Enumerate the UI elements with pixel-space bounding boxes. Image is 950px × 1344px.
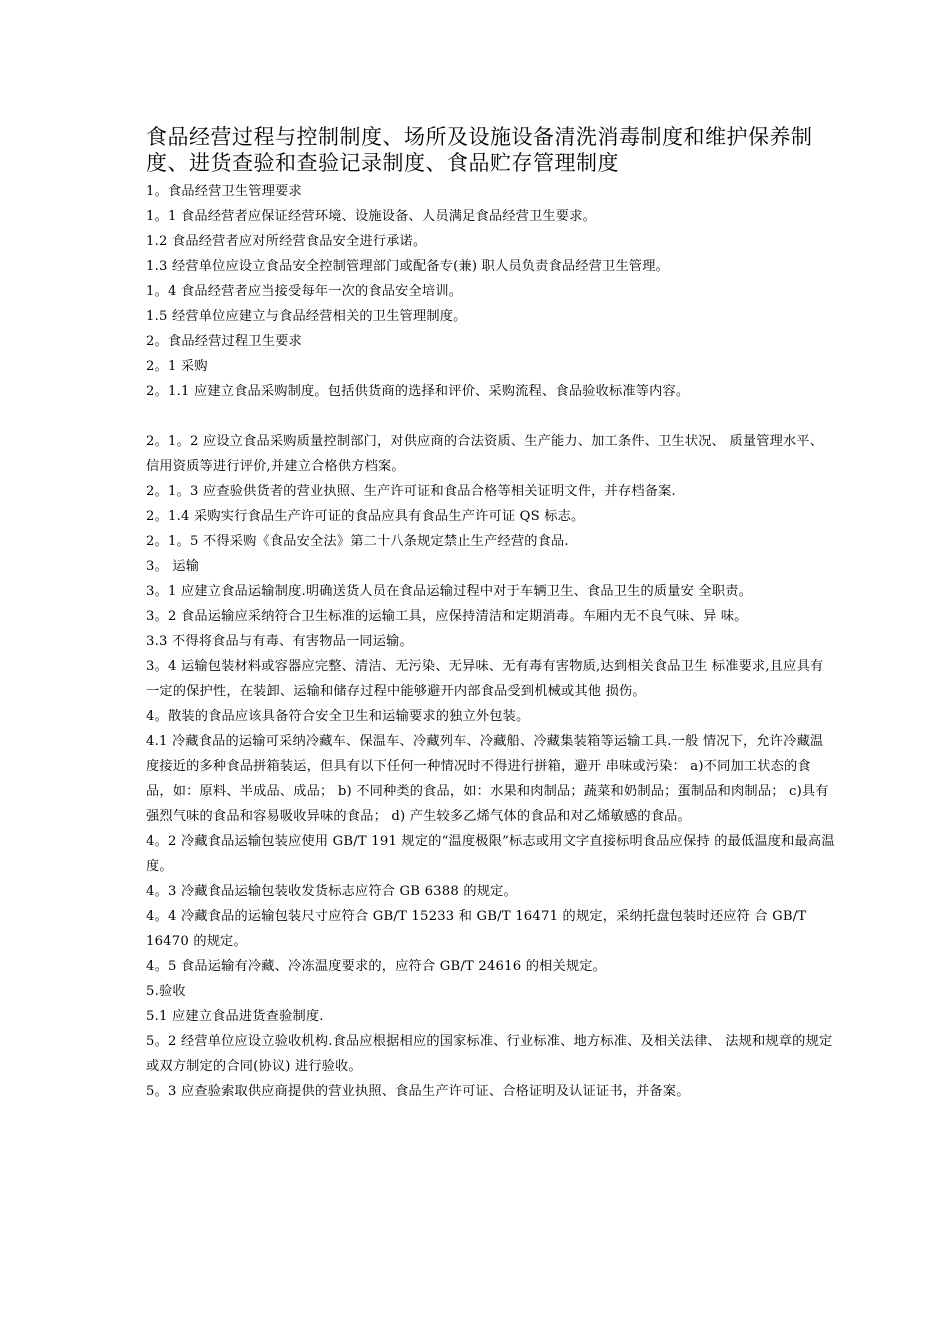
- document-title: 食品经营过程与控制制度、场所及设施设备清洗消毒制度和维护保养制度、进货查验和查验记录制度、食品贮存管理制度: [146, 125, 813, 175]
- paragraph: 2。1。5 不得采购《食品安全法》第二十八条规定禁止生产经营的食品.: [146, 534, 569, 549]
- paragraph: 2。1.4 采购实行食品生产许可证的食品应具有食品生产许可证 QS 标志。: [146, 509, 585, 524]
- paragraph: 3。1 应建立食品运输制度.明确送货人员在食品运输过程中对于车辆卫生、食品卫生的质量安 全职责。: [146, 584, 753, 599]
- paragraph: 5。3 应查验索取供应商提供的营业执照、食品生产许可证、合格证明及认证证书，并备案。: [146, 1084, 690, 1099]
- paragraph: 3。4 运输包装材料或容器应完整、清洁、无污染、无异味、无有毒有害物质,达到相关食品卫生 标准要求,且应具有一定的保护性，在装卸、运输和储存过程中能够避开内部食品受到机械或其他 损伤。: [146, 659, 824, 699]
- paragraph: 2。食品经营过程卫生要求: [146, 334, 302, 349]
- paragraph: 2。1。3 应查验供货者的营业执照、生产许可证和食品合格等相关证明文件，并存档备案.: [146, 484, 676, 499]
- paragraph: 4。5 食品运输有冷藏、冷冻温度要求的，应符合 GB/T 24616 的相关规定。: [146, 959, 607, 974]
- paragraph: 3。 运输: [146, 559, 200, 574]
- paragraph: 4。3 冷藏食品运输包装收发货标志应符合 GB 6388 的规定。: [146, 884, 517, 899]
- document-body: [146, 179, 836, 1104]
- paragraph: 1.5 经营单位应建立与食品经营相关的卫生管理制度。: [146, 309, 467, 324]
- paragraph: 2。1 采购: [146, 359, 208, 374]
- paragraph: 5。2 经营单位应设立验收机构.食品应根据相应的国家标准、行业标准、地方标准、及相关法律、 法规和规章的规定或双方制定的合同(协议) 进行验收。: [146, 1034, 833, 1074]
- document-page: [146, 124, 836, 1104]
- paragraph: 4。2 冷藏食品运输包装应使用 GB/T 191 规定的“温度极限”标志或用文字直接标明食品应保持 的最低温度和最高温度。: [146, 834, 835, 874]
- paragraph: 3.3 不得将食品与有毒、有害物品一同运输。: [146, 634, 413, 649]
- paragraph: 4。散装的食品应该具备符合安全卫生和运输要求的独立外包装。: [146, 709, 530, 724]
- paragraph: 1。4 食品经营者应当接受每年一次的食品安全培训。: [146, 284, 463, 299]
- paragraph: 5.验收: [146, 984, 186, 999]
- paragraph: 1。食品经营卫生管理要求: [146, 184, 302, 199]
- paragraph: 5.1 应建立食品进货查验制度.: [146, 1009, 324, 1024]
- paragraph: 4.1 冷藏食品的运输可采纳冷藏车、保温车、冷藏列车、冷藏船、冷藏集装箱等运输工具.一般 情况下，允许冷藏温度接近的多种食品拼箱装运，但具有以下任何一种情况时不得进行拼箱，避开 串味或污染： a)不同加工状态的食品，如：原料、半成品、成品； b) 不同种类的食品，如：水果和肉制品；蔬菜和奶制品；蛋制品和肉制品； c)具有强烈气味的食品和容易吸收异味的食品； d) 产生较多乙烯气体的食品和对乙烯敏感的食品。: [146, 734, 829, 824]
- paragraph: 2。1。2 应设立食品采购质量控制部门，对供应商的合法资质、生产能力、加工条件、卫生状况、 质量管理水平、信用资质等进行评价,并建立合格供方档案。: [146, 434, 824, 474]
- paragraph: 3。2 食品运输应采纳符合卫生标准的运输工具，应保持清洁和定期消毒。车厢内无不良气味、异 味。: [146, 609, 748, 624]
- paragraph: 1。1 食品经营者应保证经营环境、设施设备、人员满足食品经营卫生要求。: [146, 209, 596, 224]
- paragraph: 4。4 冷藏食品的运输包装尺寸应符合 GB/T 15233 和 GB/T 16471 的规定，采纳托盘包装时还应符 合 GB/T 16470 的规定。: [146, 909, 807, 949]
- paragraph: 2。1.1 应建立食品采购制度。包括供货商的选择和评价、采购流程、食品验收标准等内容。: [146, 384, 690, 399]
- paragraph: 1.3 经营单位应设立食品安全控制管理部门或配备专(兼) 职人员负责食品经营卫生管理。: [146, 259, 669, 274]
- paragraph: 1.2 食品经营者应对所经营食品安全进行承诺。: [146, 234, 427, 249]
